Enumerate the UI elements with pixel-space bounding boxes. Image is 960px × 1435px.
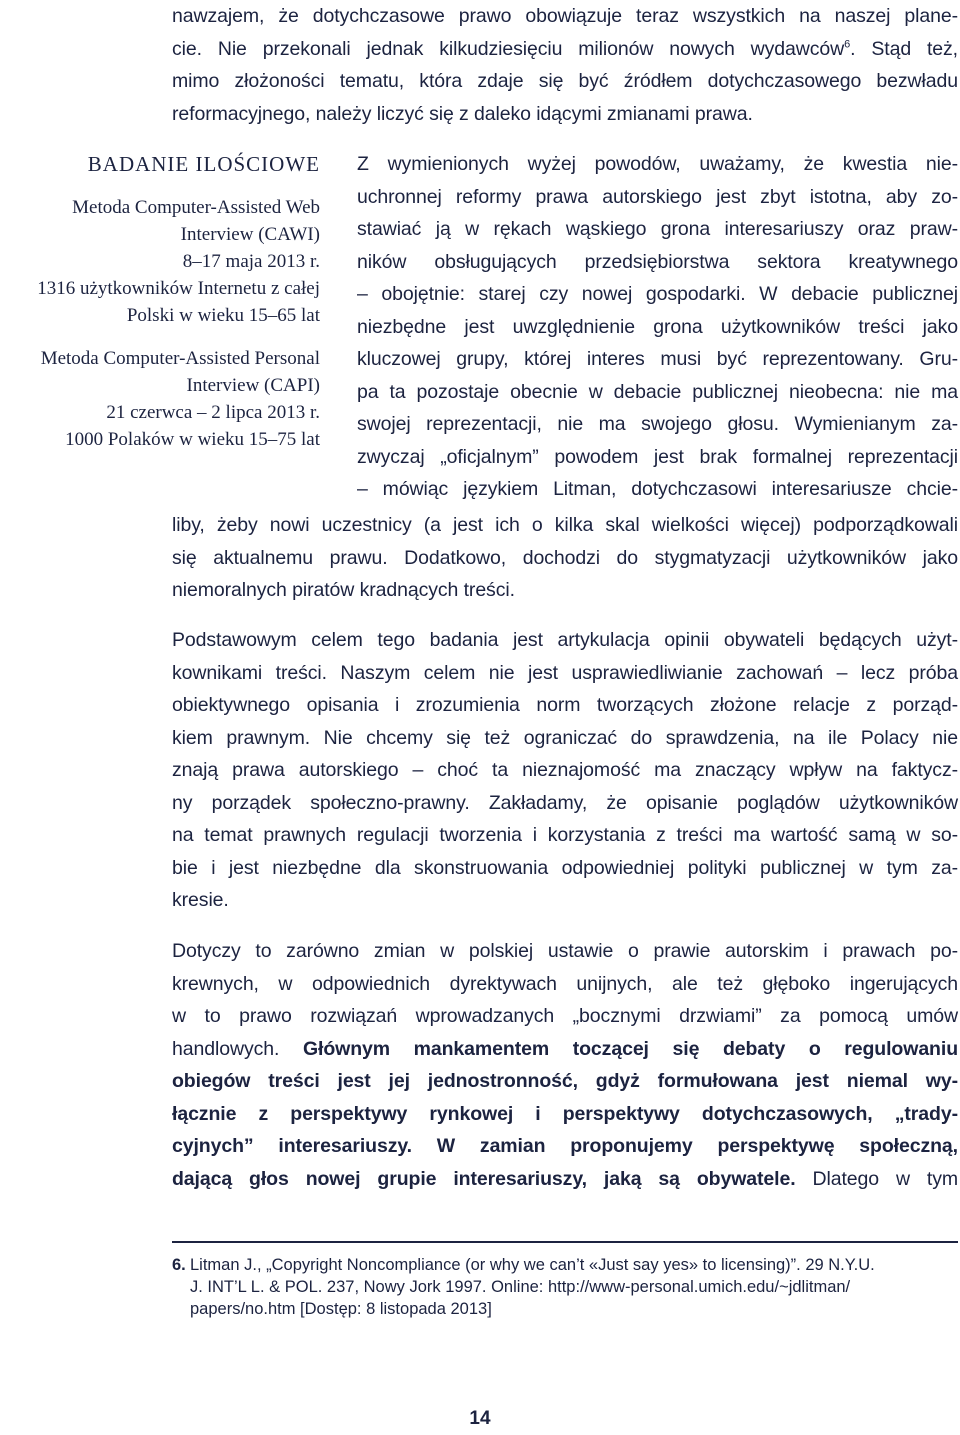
footnote-line[interactable]: J. INT’L L. & POL. 237, Nowy Jork 1997. Online: http://www-personal.umich.edu/~jdlitman/ xyxy=(190,1278,851,1296)
emphasis-line: łącznie z perspektywy rynkowej i perspektywy dotychczasowych, „trady- xyxy=(172,1102,958,1125)
text-line: – obojętnie: starej czy nowej gospodarki. W debacie publicznej xyxy=(357,283,958,305)
text-line: zwyczaj „oficjalnym” powodem jest brak formalnej reprezentacji xyxy=(357,445,958,468)
text-line: liby, żeby nowi uczestnicy (a jest ich o kilka skal wielkości więcej) podporządkowali xyxy=(172,514,958,536)
emphasis-line: obiegów treści jest jej jednostronność, gdyż formułowana jest niemal wy- xyxy=(172,1070,958,1092)
sidebar-line: 8–17 maja 2013 r. xyxy=(182,251,320,272)
sidebar-line: 1000 Polaków w wieku 15–75 lat xyxy=(65,429,320,450)
spacer xyxy=(0,329,320,345)
text-line: znają prawa autorskiego – choć ta nieznajomość ma znaczący wpływ na faktycz- xyxy=(172,759,958,781)
text-line: się aktualnemu prawu. Dodatkowo, dochodzi do stygmatyzacji użytkowników jako xyxy=(172,546,958,569)
emphasis-line: cyjnych” interesariuszy. W zamian proponujemy perspektywę społeczną, xyxy=(172,1135,958,1157)
sidebar-line: Interview (CAPI) xyxy=(186,375,320,396)
text-line: swojej reprezentacji, nie ma swojego głosu. Wymienianym za- xyxy=(357,413,958,435)
emphasis-text: Głównym mankamentem toczącej się debaty o regulowaniu xyxy=(302,1037,958,1060)
study-info-sidebar xyxy=(0,150,320,453)
sidebar-line: Metoda Computer-Assisted Personal xyxy=(40,348,320,369)
text-line: w to prawo rozwiązań wprowadzanych „bocznymi drzwiami” za pomocą umów xyxy=(172,1005,958,1027)
sidebar-line: Interview (CAWI) xyxy=(180,224,320,245)
sidebar-line: Metoda Computer-Assisted Web xyxy=(72,197,320,218)
text-line: Podstawowym celem tego badania jest artykulacja opinii obywateli będących użyt- xyxy=(172,629,958,651)
paragraph-1-narrow xyxy=(357,148,958,506)
capi-method-block xyxy=(0,345,320,453)
text-line: cie. Nie przekonali jednak kilkudziesięciu milionów nowych wydawców$^6$. Stąd też, xyxy=(172,37,958,60)
emphasis-text: dającą głos nowej grupie interesariuszy, jaką są obywatele. xyxy=(172,1167,796,1190)
text-line: ny porządek społeczno-prawny. Zakładamy, że opisanie poglądów użytkowników xyxy=(172,791,958,814)
text-line: stawiać ją w rękach wąskiego grona interesariuszy oraz praw- xyxy=(357,218,958,240)
text-line: ników obsługujących przedsiębiorstwa sektora kreatywnego xyxy=(357,250,958,273)
text-line: kownikami treści. Naszym celem nie jest usprawiedliwianie zachowań – lecz próba xyxy=(172,661,958,684)
footnote-number: 6. xyxy=(172,1256,186,1274)
text-line: krewnych, w odpowiednich dyrektywach unijnych, ale też głęboko ingerujących xyxy=(172,972,958,995)
text-line: mimo złożoności tematu, która zdaje się być źródłem dotychczasowego bezwładu xyxy=(172,70,958,92)
text-line: – mówiąc językiem Litman, dotychczasowi interesariusze chcie- xyxy=(357,478,958,500)
paragraph-3 xyxy=(172,935,958,1195)
text-line: Dotyczy to zarówno zmian w polskiej ustawie o prawie autorskim i prawach po- xyxy=(172,940,958,962)
text-line: handlowych. Głównym mankamentem toczącej się debaty o regulowaniu xyxy=(172,1037,958,1060)
text-line: Z wymienionych wyżej powodów, uważamy, że kwestia nie- xyxy=(357,153,958,175)
sidebar-line: 21 czerwca – 2 lipca 2013 r. xyxy=(106,402,320,423)
text-line: nawzajem, że dotychczasowe prawo obowiązuje teraz wszystkich na naszej plane- xyxy=(172,5,958,27)
paragraph-2 xyxy=(172,624,958,917)
text-line: uchronnej reformy prawa autorskiego jest zbyt istotna, aby zo- xyxy=(357,185,958,208)
text-line: niezbędne jest uwzględnienie grona użytkowników treści jako xyxy=(357,315,958,338)
sidebar-title: BADANIE ILOŚCIOWE xyxy=(87,152,320,176)
footnote xyxy=(172,1254,958,1320)
text-line: niemoralnych piratów kradnących treści. xyxy=(172,579,515,601)
footnote-reference[interactable]: 6 xyxy=(844,38,851,50)
intro-paragraph xyxy=(172,0,958,130)
cawi-method-block xyxy=(0,194,320,329)
page-number: 14 xyxy=(469,1408,491,1429)
text-line: kiem prawnym. Nie chcemy się też ograniczać do sprawdzenia, na ile Polacy nie xyxy=(172,726,958,749)
text-line: bie i jest niezbędne dla skonstruowania odpowiedniej polityki publicznej w tym za- xyxy=(172,856,958,879)
paragraph-1-full xyxy=(172,509,958,607)
sidebar-line: Polski w wieku 15–65 lat xyxy=(126,305,320,326)
text-line: obiektywnego opisania i zrozumienia norm tworzących złożone relacje z porząd- xyxy=(172,694,958,716)
text-line: reformacyjnego, należy liczyć się z daleko idącymi zmianami prawa. xyxy=(172,102,753,125)
footnote-line: 6. Litman J., „Copyright Noncompliance (or why we can’t «Just say yes» to licensing)”. 29 N.Y.U. xyxy=(172,1256,875,1274)
sidebar-line: 1316 użytkowników Internetu z całej xyxy=(37,278,320,299)
text-line: kluczowej grupy, której interes musi być reprezentowany. Gru- xyxy=(357,348,958,370)
text-line: pa ta pozostaje obecnie w debacie publicznej nieobecna: nie ma xyxy=(357,380,958,403)
footnote-line[interactable]: papers/no.htm [Dostęp: 8 listopada 2013] xyxy=(190,1300,492,1318)
text-line: na temat prawnych regulacji tworzenia i korzystania z treści ma wartość samą w so- xyxy=(172,824,958,846)
text-line: kresie. xyxy=(172,889,229,911)
text-line: dającą głos nowej grupie interesariuszy, jaką są obywatele. Dlatego w tym xyxy=(172,1167,958,1190)
footnote-divider xyxy=(172,1241,958,1243)
